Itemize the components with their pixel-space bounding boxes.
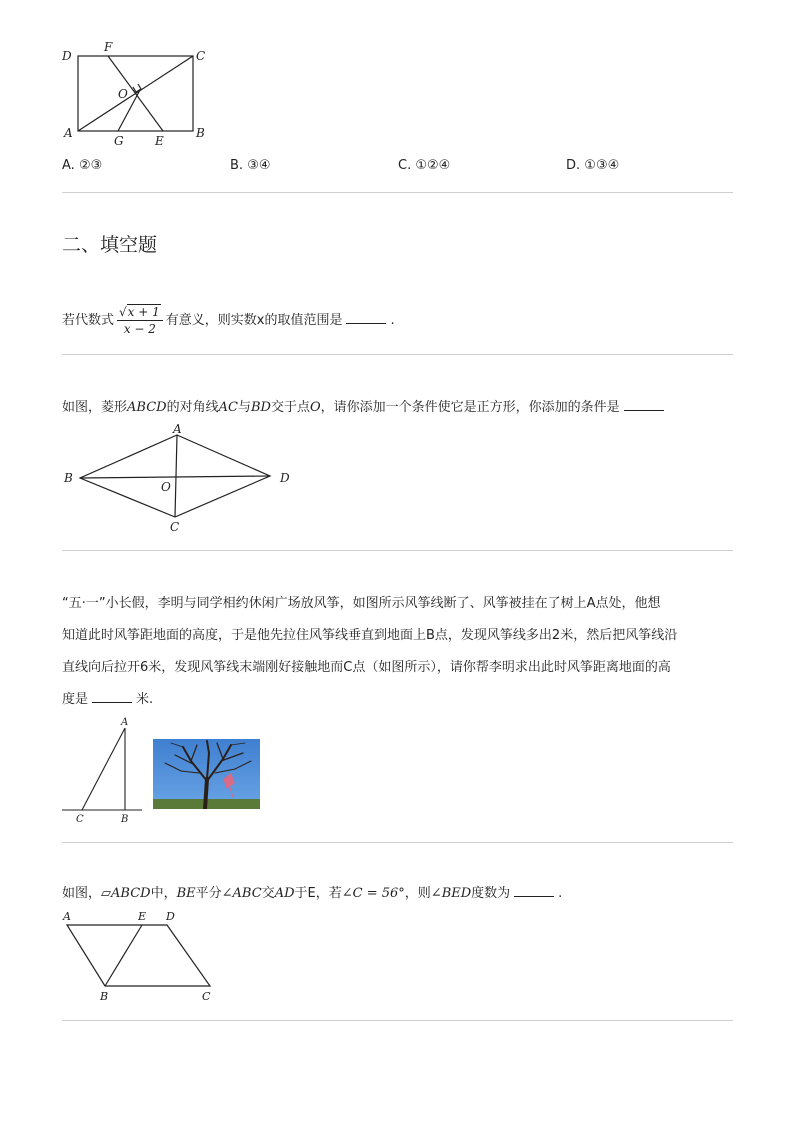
rhombus-figure [60, 420, 300, 535]
label-e: E [155, 134, 164, 148]
label-d: D [166, 910, 175, 923]
option-d[interactable]: D. ①③④ [566, 158, 620, 173]
label-g: G [114, 134, 124, 148]
option-b[interactable]: B. ③④ [230, 158, 271, 173]
label-d: D [62, 49, 72, 63]
section-heading: 二、填空题 [62, 234, 158, 256]
label-b: B [196, 126, 205, 140]
label-c: C [202, 990, 211, 1003]
rectangle-figure [60, 40, 220, 150]
question-1: 若代数式 $\frac{√x + 1}{x - 2}$ 有意义，则实数x的取值范围是 . [62, 305, 395, 336]
answer-blank[interactable] [624, 398, 664, 411]
answer-blank[interactable] [514, 884, 554, 897]
question-3-line-4: 度是 米. [62, 692, 154, 707]
question-4: 如图，▱ABCD中，BE平分∠ABC交AD于E，若∠C = 56°，则∠BED度数为 . [62, 886, 563, 901]
label-e: E [138, 910, 147, 923]
divider [62, 550, 733, 551]
label-b: B [100, 990, 109, 1003]
kite-triangle-figure [60, 714, 150, 826]
label-a: A [64, 126, 73, 140]
label-c: C [196, 49, 206, 63]
label-a: A [121, 717, 129, 728]
label-c: C [170, 520, 180, 534]
label-a: A [63, 910, 71, 923]
question-3-line-1: “五·一”小长假，李明与同学相约休闲广场放风筝，如图所示风筝线断了、风筝被挂在了树上A点处，他想 [62, 596, 661, 611]
label-a: A [173, 422, 182, 436]
label-d: D [280, 471, 290, 485]
question-3-line-3: 直线向后拉开6米，发现风筝线末端刚好接触地而C点（如图所示），请你帮李明求出此时风筝距离地面的高 [62, 660, 671, 675]
answer-blank[interactable] [346, 311, 386, 324]
fraction: $\frac{√x + 1}{x - 2}$ [117, 304, 163, 337]
question-3-line-2: 知道此时风筝距地面的高度，于是他先拉住风筝线垂直到地面上B点，发现风筝线多出2米，然后把风筝线沿 [62, 628, 678, 643]
question-2: 如图，菱形ABCD的对角线AC与BD交于点O，请你添加一个条件使它是正方形，你添加的条件是 [62, 398, 668, 418]
option-c[interactable]: C. ①②④ [398, 158, 451, 173]
divider [62, 842, 733, 843]
label-o: O [161, 480, 171, 494]
tree-photo [153, 739, 260, 809]
divider [62, 354, 733, 355]
answer-blank[interactable] [92, 690, 132, 703]
label-f: F [104, 40, 113, 54]
label-o: O [118, 87, 128, 101]
parallelogram-figure [60, 906, 230, 1006]
tree-icon [153, 739, 260, 809]
label-b: B [64, 471, 73, 485]
label-b: B [121, 814, 129, 825]
divider [62, 192, 733, 193]
option-a[interactable]: A. ②③ [62, 158, 103, 173]
label-c: C [76, 814, 84, 825]
divider [62, 1020, 733, 1021]
